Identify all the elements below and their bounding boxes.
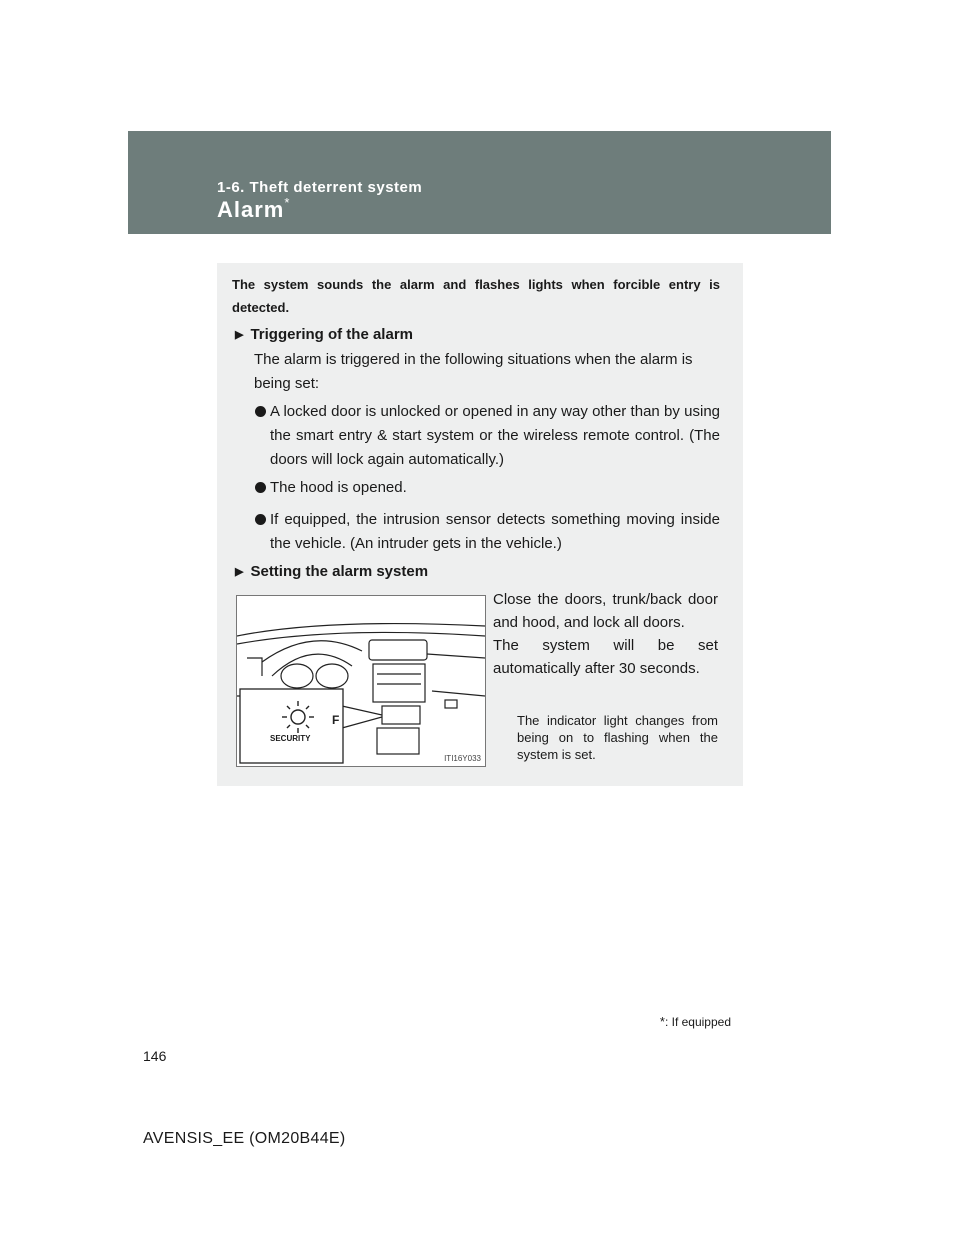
setting-note: The indicator light changes from being on to flashing when the system is set. (517, 713, 718, 762)
list-item (254, 476, 720, 500)
triggering-heading (235, 326, 413, 343)
footnote-text: : If equipped (664, 1015, 731, 1029)
page-title (217, 197, 290, 223)
bullet-dot-icon (255, 514, 266, 525)
svg-text:F: F (332, 713, 340, 727)
dashboard-figure (236, 595, 486, 767)
intro-text: The system sounds the alarm and flashes lights when forcible entry is detected. (232, 277, 720, 315)
footnote-asterisk: * (659, 1014, 665, 1029)
page-header (128, 131, 831, 234)
section-label: 1-6. Theft deterrent system (217, 179, 423, 196)
bullet-dot-icon (255, 482, 266, 493)
triangle-bullet-icon: ▶ (235, 329, 244, 341)
setting-heading (235, 563, 428, 580)
list-item (254, 400, 720, 472)
figure-code: ITI16Y033 (444, 754, 481, 763)
triggering-text: The alarm is triggered in the following situations when the alarm is being set: (254, 351, 693, 392)
content-panel (217, 263, 743, 786)
footnote (660, 1014, 731, 1029)
document-id: AVENSIS_EE (OM20B44E) (143, 1130, 346, 1147)
list-item-text: The hood is opened. (270, 479, 407, 496)
list-item-text: A locked door is unlocked or opened in any way other than by using the smart entry & start system or the wireless remote control. (The doors will lock again automatically.) (270, 403, 720, 468)
list-item-text: If equipped, the intrusion sensor detects something moving inside the vehicle. (An intruder gets in the vehicle.) (270, 511, 720, 552)
page-title-text: Alarm (217, 197, 285, 222)
triangle-bullet-icon: ▶ (235, 566, 244, 578)
triggering-heading-text: Triggering of the alarm (250, 326, 413, 343)
security-indicator-label: SECURITY (270, 734, 311, 743)
setting-text: Close the doors, trunk/back door and hood, and lock all doors. The system will be set automatically after 30 seconds. (493, 591, 718, 677)
bullet-dot-icon (255, 406, 266, 417)
page-number: 146 (143, 1048, 167, 1064)
title-asterisk: * (284, 195, 291, 210)
setting-heading-text: Setting the alarm system (250, 563, 429, 580)
list-item (254, 508, 720, 556)
